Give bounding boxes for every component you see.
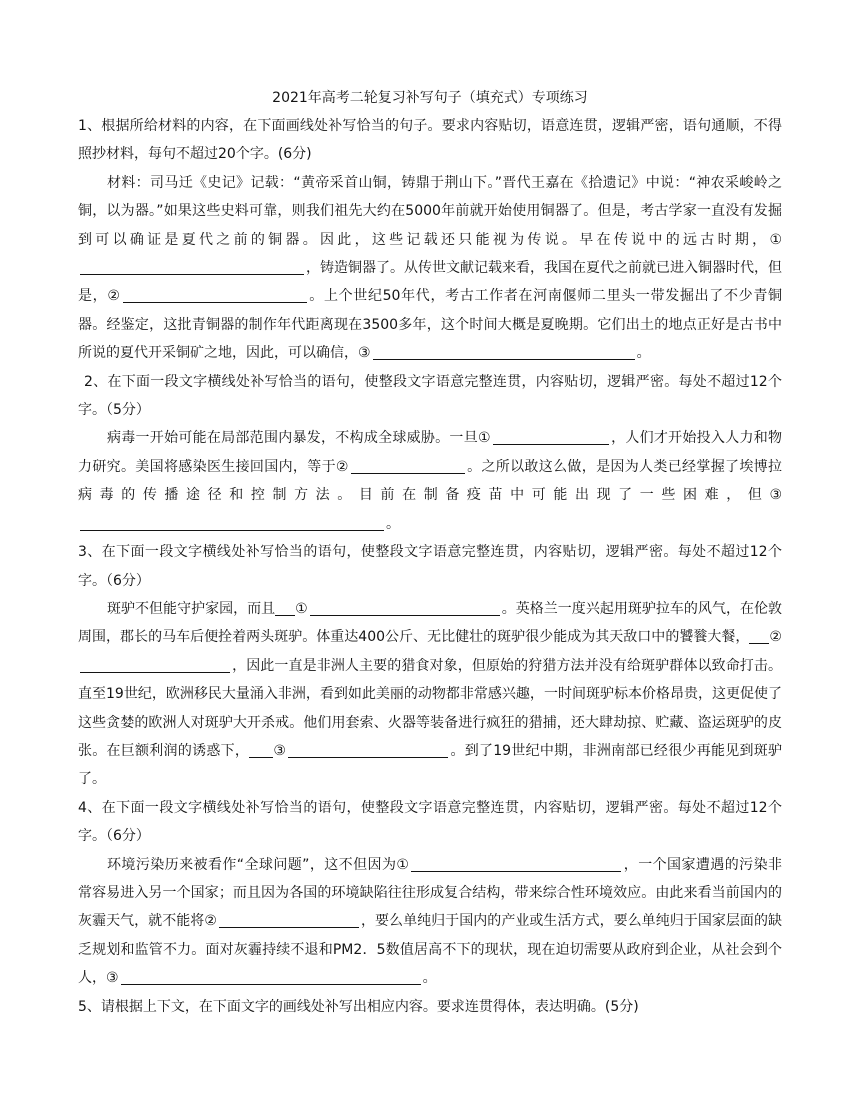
q3-text-b: 。英格兰一度兴起用斑驴拉车的风气，在伦敦周围，郡长的马车后便拴着两头斑驴。体重达400公斤、无比健壮的斑驴很少能成为其天敌口中的饕餮大餐，	[78, 600, 782, 646]
q1-mark-1: ①	[769, 231, 782, 248]
q2-mark-1: ①	[477, 430, 491, 447]
q3-mark-2: ②	[769, 629, 782, 646]
q3-lead-line-1	[275, 599, 295, 616]
q1-text-a: 材料：司马迁《史记》记载：“黄帝采首山铜，铸鼎于荆山下。”晋代王嘉在《拾遗记》中说：“神农采峻岭之铜，以为器。”如果这些史料可靠，则我们祖先大约在5000年前就开始使用铜器了。但是，考古学家一直没有发掘到可以确证是夏代之前的铜器。因此，这些记载还只能视为传说。早在传说中的远古时期，	[78, 174, 782, 248]
q2-instruction: 2、在下面一段文字横线处补写恰当的语句，使整段文字语意完整连贯，内容贴切，逻辑严密。每处不超过12个字。（5分）	[78, 373, 782, 419]
q4-text-b: ，一个国家遭遇的污染非常容易进入另一个国家；而且因为各国的环境缺陷往往形成复合结构，带来综合性环境效应。由此来看当前国内的灰霾天气，就不能将	[78, 856, 782, 930]
q1-instruction: 1、根据所给材料的内容，在下面画线处补写恰当的句子。要求内容贴切，语意连贯，逻辑严密，语句通顺，不得照抄材料，每句不超过20个字。(6分)	[78, 118, 782, 163]
q4-text-d: 。	[422, 970, 437, 987]
q2-text-b: ，人们才开始投入人力和物力研究。美国将感染医生接回国内，等于	[78, 430, 783, 475]
q1-text-c: 。上个世纪50年代，考古工作者在河南偃师二里头一带发掘出了不少青铜器。经鉴定，这批青铜器的制作年代距离现在3500多年，这个时间大概是夏晚期。它们出土的地点正好是古书中所说的夏代开采铜矿之地，因此，可以确信，	[78, 288, 782, 362]
q3-text-a: 斑驴不但能守护家园，而且	[107, 600, 276, 617]
q1-blank-3[interactable]	[373, 343, 635, 360]
q2-blank-3[interactable]	[80, 514, 384, 531]
q5-instruction: 5、请根据上下文，在下面文字的画线处补写出相应内容。要求连贯得体，表达明确。(5分)	[78, 998, 639, 1015]
q4-passage	[78, 851, 782, 993]
q3-passage	[78, 595, 782, 794]
q3-mark-1: ①	[295, 600, 308, 617]
q3-text-d: 。到了19世纪中期，非洲南部已经很少再能见到斑驴了。	[78, 742, 782, 788]
q1-material	[78, 169, 782, 368]
worksheet-page	[78, 84, 782, 1021]
q4-instruction: 4、在下面一段文字横线处补写恰当的语句，使整段文字语意完整连贯，内容贴切，逻辑严密。每处不超过12个字。（6分）	[78, 799, 782, 845]
q1-blank-2[interactable]	[123, 286, 307, 303]
q1-text-b: ，铸造铜器了。从传世文献记载来看，我国在夏代之前就已进入铜器时代，但是，	[78, 260, 782, 305]
q1-mark-2: ②	[107, 288, 121, 305]
q2-blank-1[interactable]	[493, 428, 609, 445]
q4-blank-1[interactable]	[411, 855, 621, 872]
q4-text-a: 环境污染历来被看作“全球问题”，这不但因为	[107, 856, 397, 873]
q4-mark-1: ①	[396, 856, 410, 873]
q4-mark-3: ③	[106, 970, 119, 987]
q3-mark-3: ③	[273, 742, 287, 759]
q3-text-c: ，因此一直是非洲人主要的猎食对象，但原始的狩猎方法并没有给斑驴群体以致命打击。直至19世纪，欧洲移民大量涌入非洲，看到如此美丽的动物都非常感兴趣，一时间斑驴标本价格昂贵，这更促使了这些贪婪的欧洲人对斑驴大开杀戒。他们用套索、火器等装备进行疯狂的猎捕，还大肆劫掠、贮藏、盗运斑驴的皮张。在巨额利润的诱惑下，	[78, 657, 782, 759]
page-title: 2021年高考二轮复习补写句子（填充式）专项练习	[272, 90, 588, 106]
q2-text-d: 。	[386, 515, 400, 532]
q2-blank-2[interactable]	[351, 457, 465, 474]
q1-mark-3: ③	[358, 345, 371, 362]
q2-mark-2: ②	[335, 458, 349, 475]
q4-blank-2[interactable]	[219, 911, 359, 928]
q3-blank-2[interactable]	[80, 656, 230, 673]
q3-instruction: 3、在下面一段文字横线处补写恰当的语句，使整段文字语意完整连贯，内容贴切，逻辑严密。每处不超过12个字。（6分）	[78, 544, 782, 589]
q4-blank-3[interactable]	[121, 968, 421, 985]
q2-text-c: 。之所以敢这么做，是因为人类已经掌握了埃博拉病毒的传播途径和控制方法。目前在制备疫苗中可能出现了一些困难，但	[78, 458, 783, 504]
q3-lead-line-2	[749, 627, 769, 644]
q1-blank-1[interactable]	[80, 258, 304, 275]
q2-mark-3: ③	[769, 487, 782, 504]
q3-blank-1[interactable]	[310, 599, 500, 616]
q4-text-c: ，要么单纯归于国内的产业或生活方式，要么单纯归于国家层面的缺乏规划和监管不力。面对灰霾持续不退和PM2．5数值居高不下的现状，现在迫切需要从政府到企业，从社会到个人，	[78, 913, 782, 987]
q2-passage	[78, 424, 782, 538]
q2-text-a: 病毒一开始可能在局部范围内暴发，不构成全球威胁。一旦	[107, 430, 478, 447]
q3-lead-line-3	[249, 741, 273, 758]
q3-blank-3[interactable]	[288, 741, 448, 758]
q4-mark-2: ②	[204, 913, 217, 930]
q1-text-d: 。	[636, 345, 651, 362]
